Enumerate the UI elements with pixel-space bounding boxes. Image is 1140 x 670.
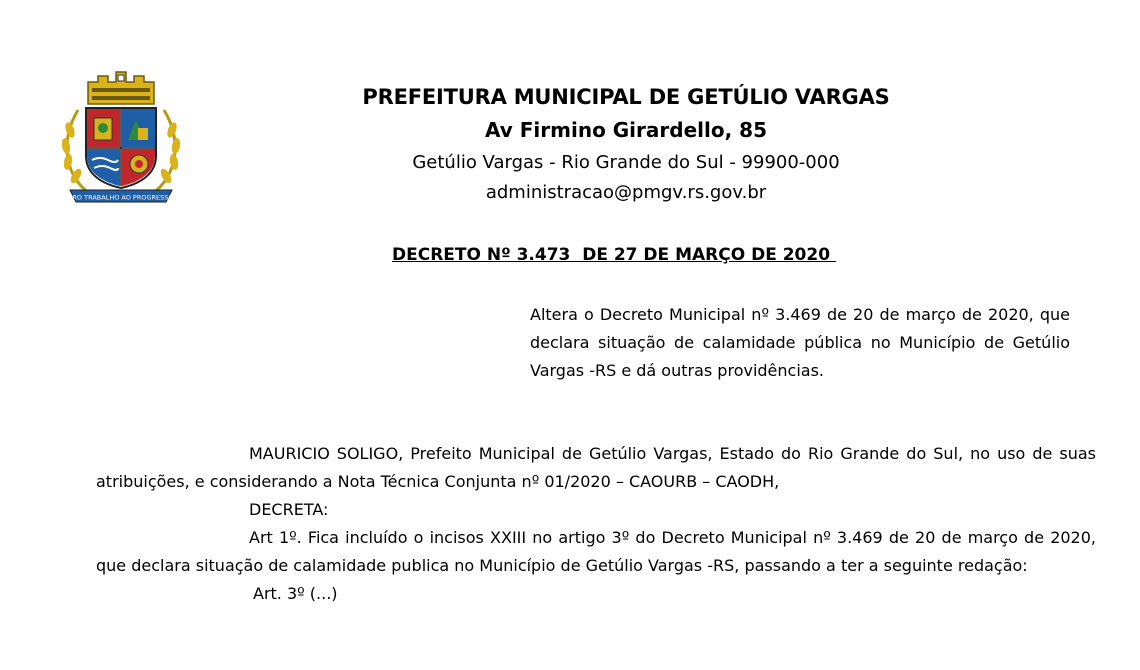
decree-ementa: Altera o Decreto Municipal nº 3.469 de 20 de março de 2020, que declara situação de calamidade pública no Município de Getúlio Vargas -RS e dá outras providências. xyxy=(530,305,1070,380)
decree-preamble: MAURICIO SOLIGO, Prefeito Municipal de Getúlio Vargas, Estado do Rio Grande do Sul, no uso de suas atribuições, e considerando a Nota Técnica Conjunta nº 01/2020 – CAOURB – CAODH, xyxy=(96,444,1096,491)
decree-decreta: DECRETA: xyxy=(249,500,329,519)
municipality-address: Av Firmino Girardello, 85 xyxy=(484,118,767,142)
municipality-city: Getúlio Vargas - Rio Grande do Sul - 99900-000 xyxy=(412,152,840,173)
municipal-coat-of-arms-icon xyxy=(56,70,186,206)
decree-body xyxy=(96,440,1096,608)
decree-article-1: Art 1º. Fica incluído o incisos XXIII no artigo 3º do Decreto Municipal nº 3.469 de 20 de março de 2020, que declara situação de calamidade publica no Município de Getúlio Vargas -RS, passando a ter a seguinte redação: xyxy=(96,528,1096,575)
decree-title: DECRETO Nº 3.473 DE 27 DE MARÇO DE 2020 xyxy=(392,245,836,265)
crest-motto: PRO TRABALHO AO PROGRESSO xyxy=(68,193,174,202)
municipality-email: administracao@pmgv.rs.gov.br xyxy=(485,182,767,203)
municipality-title: PREFEITURA MUNICIPAL DE GETÚLIO VARGAS xyxy=(362,85,890,109)
letterhead xyxy=(316,82,936,208)
decree-article-3: Art. 3º (...) xyxy=(253,584,338,603)
